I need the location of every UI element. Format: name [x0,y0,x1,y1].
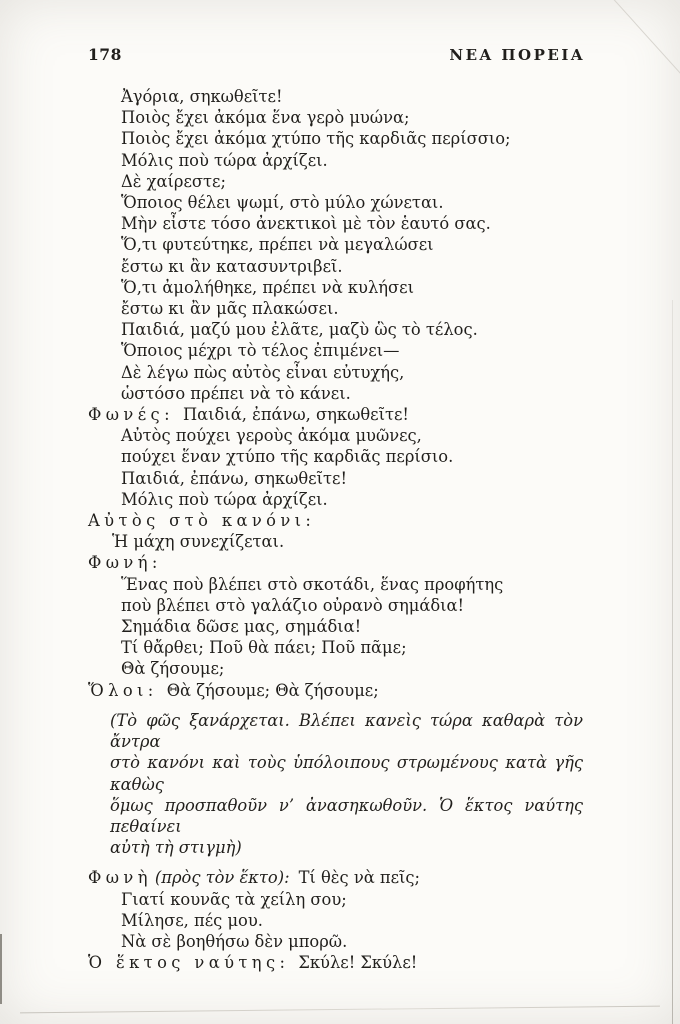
speech-line: Νὰ σὲ βοηθήσω δὲν μπορῶ. [121,931,348,951]
verse-line: Μόλις ποὺ τώρα ἀρχίζει. [121,150,328,170]
speech-head-line [88,552,585,573]
verse-line: Δὲ λέγω πὼς αὐτὸς εἶναι εὐτυχής, [121,362,405,382]
speech-line: Σημάδια δῶσε μας, σημάδια! [121,617,362,637]
verse-line: ἔστω κι ἂν μᾶς πλακώσει. [121,299,339,319]
speaker-name: Αὐτὸς στὸ κανόνι: [88,511,316,531]
page-header [88,45,585,65]
speech-line: Μόλις ποὺ τώρα ἀρχίζει. [121,489,328,509]
speech-text: Σκύλε! Σκύλε! [298,953,418,973]
verse-line: Ποιὸς ἔχει ἀκόμα ἕνα γερὸ μυώνα; [121,108,410,128]
page-number: 178 [88,45,122,64]
verse-line: Ὅποιος μέχρι τὸ τέλος ἐπιμένει— [121,341,400,361]
speech-line: Παιδιά, ἐπάνω, σηκωθεῖτε! [121,468,347,488]
speech-head-line [88,867,585,888]
scan-edge-bottom-artifact [20,1006,660,1014]
scan-edge-right-artifact [672,300,673,1024]
speech-block [88,680,585,701]
speech-line: Αὐτὸς πούχει γεροὺς ἀκόμα μυῶνες, [121,426,422,446]
speaker-name: Ὁ ἕκτος ναύτης: [88,953,290,973]
journal-title: ΝΕΑ ΠΟΡΕΙΑ [449,46,585,64]
speech-block [88,952,585,973]
speech-line: Γιατί κουνᾶς τὰ χείλη σου; [121,889,347,909]
speech-block [88,404,585,510]
verse-line: Παιδιά, μαζύ μου ἐλᾶτε, μαζὺ ὣς τὸ τέλος. [121,320,478,340]
stage-direction-line: αὐτὴ τὴ στιγμὴ) [110,838,242,858]
verse-line: ἔστω κι ἂν κατασυντριβεῖ. [121,256,343,276]
text-blocks [88,86,585,973]
speech-head-line [88,510,585,531]
stage-direction-line: στὸ κανόνι καὶ τοὺς ὑπόλοιπους στρωμένους κατὰ γῆς καθὼς [110,753,583,794]
verse-line: Ποιὸς ἔχει ἀκόμα χτύπο τῆς καρδιᾶς περίσσιο; [121,129,511,149]
speech-head-line [88,952,585,973]
speaker-name: Φωνὴ [88,868,152,888]
speaker-name: Ὅλοι: [88,680,158,700]
speech-line: ποὺ βλέπει στὸ γαλάζιο οὐρανὸ σημάδια! [121,595,465,615]
speaker-name: Φωνή: [88,553,162,573]
speech-line: Μίλησε, πές μου. [121,910,263,930]
speech-block [88,552,585,679]
stage-direction-line: (Τὸ φῶς ξανάρχεται. Βλέπει κανεὶς τώρα καθαρὰ τὸν ἄντρα [110,710,583,752]
speech-line: Ἡ μάχη συνεχίζεται. [112,532,285,552]
speech-line: πούχει ἕναν χτύπο τῆς καρδιᾶς περίσιο. [121,447,454,467]
speech-head-line [88,680,585,701]
speech-line: Θὰ ζήσουμε; [121,659,225,679]
verse-line: Ὅ,τι φυτεύτηκε, πρέπει νὰ μεγαλώσει [121,235,434,255]
speaker-name: Φωνές: [88,405,174,425]
verse-line: Ἀγόρια, σηκωθεῖτε! [121,87,283,106]
speech-block [88,867,585,952]
scan-edge-left-artifact [0,934,2,1004]
verse-line: Ὅποιος θέλει ψωμί, στὸ μύλο χώνεται. [121,193,444,213]
verse-line: Μὴν εἶστε τόσο ἀνεκτικοὶ μὲ τὸν ἑαυτό σας. [121,214,491,234]
page-inner [88,45,585,973]
speech-text: Παιδιά, ἐπάνω, σηκωθεῖτε! [182,405,409,425]
speech-head-line [88,404,585,425]
verse-line: ὡστόσο πρέπει νὰ τὸ κάνει. [121,383,351,403]
stage-block [110,710,583,858]
speaker-parenthetical: (πρὸς τὸν ἕκτο): [154,868,290,888]
scan-corner-artifact [593,0,680,81]
speech-block [88,510,585,552]
speech-line: Τί θἄρθει; Ποῦ θὰ πάει; Ποῦ πᾶμε; [121,638,407,658]
verse-line: Δὲ χαίρεστε; [121,171,226,191]
verse-block [88,86,585,404]
speech-text: Θὰ ζήσουμε; Θὰ ζήσουμε; [166,680,379,700]
stage-direction-line: ὅμως προσπαθοῦν ν’ ἀνασηκωθοῦν. Ὁ ἕκτος ναύτης πεθαίνει [110,795,583,836]
speech-line: Ἕνας ποὺ βλέπει στὸ σκοτάδι, ἕνας προφήτης [121,574,504,594]
speech-text: Τί θὲς νὰ πεῖς; [298,868,421,888]
verse-line: Ὅ,τι ἀμολήθηκε, πρέπει νὰ κυλήσει [121,277,414,297]
